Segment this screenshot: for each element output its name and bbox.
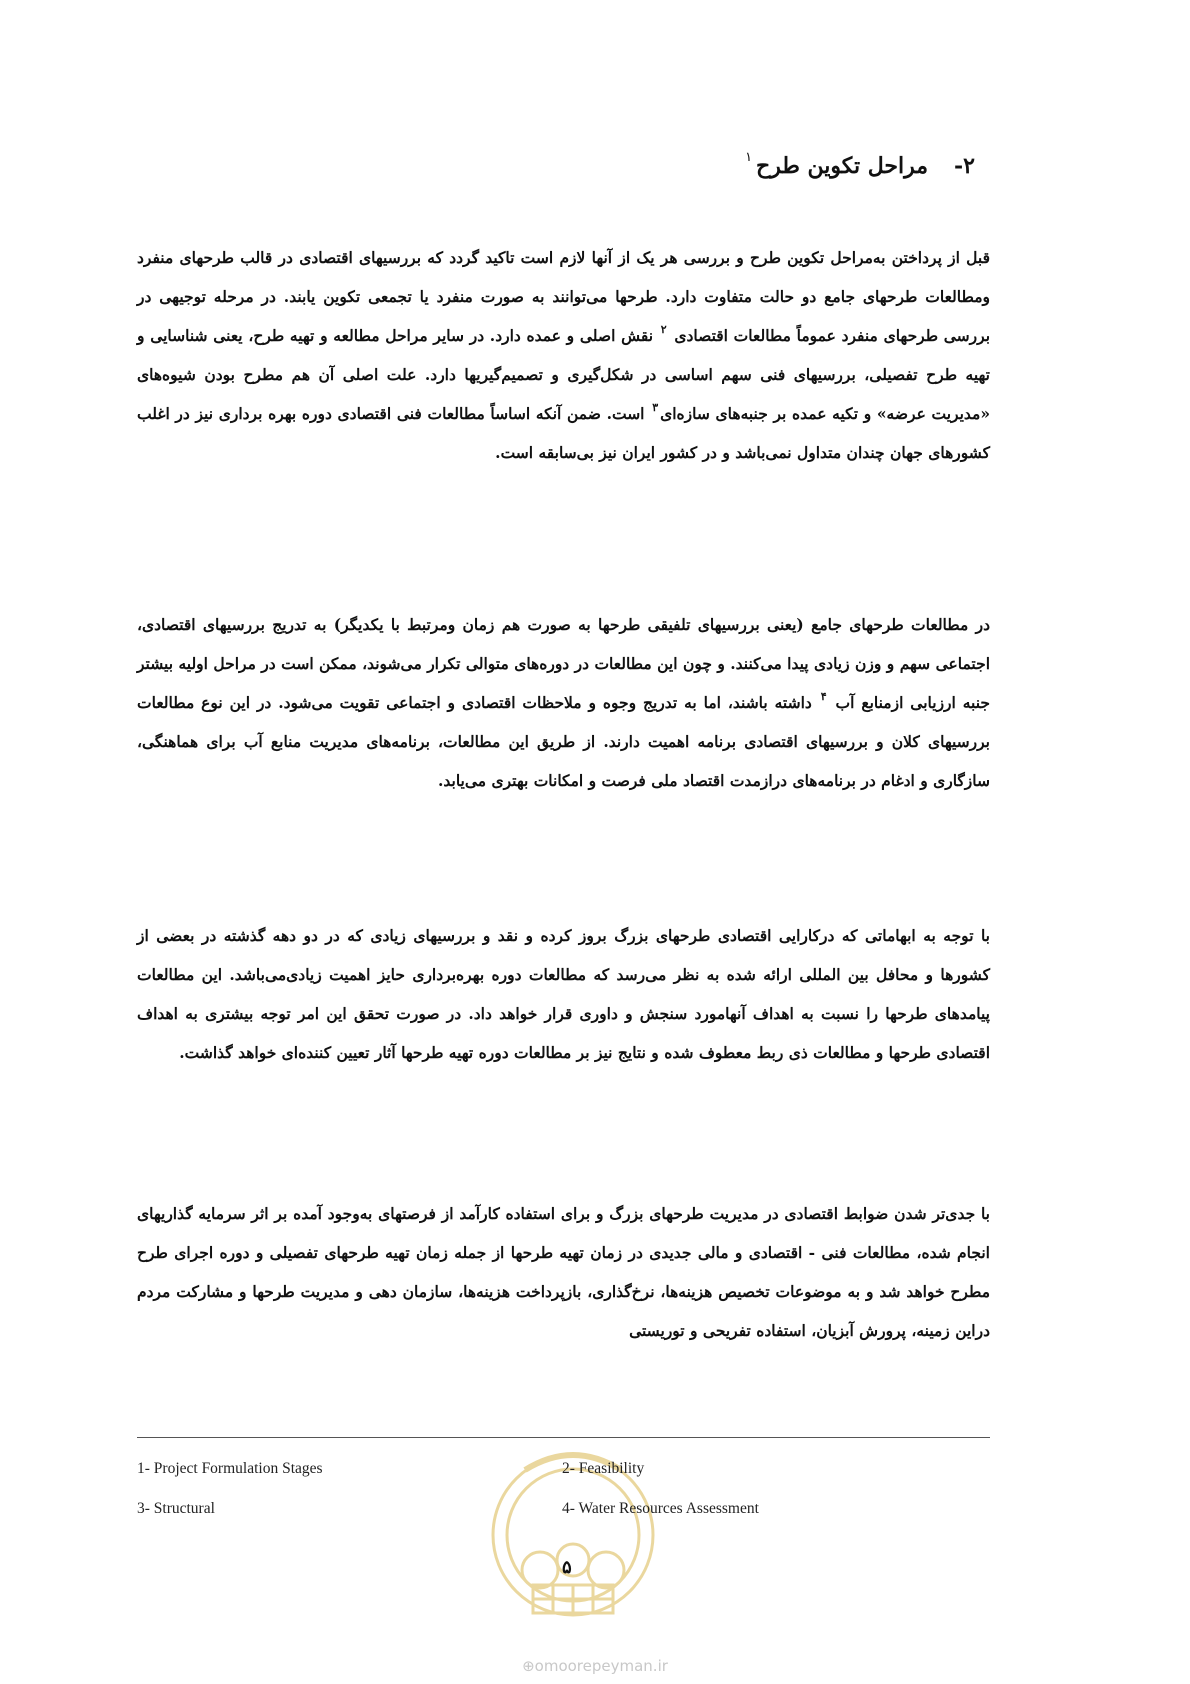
paragraph-text: است. ضمن آنکه اساساً مطالعات فنی اقتصادی دوره بهره برداری نیز در اغلب کشورهای جهان چندان متداول نمی‌باشد و در کشور ایران نیز بی‌سابقه است. [137, 404, 990, 462]
section-number: ۲- [954, 153, 975, 179]
globe-icon: ⊕ [522, 1657, 535, 1675]
section-title: مراحل تکوین طرح [756, 153, 929, 179]
paragraph-text: داشته باشند، اما به تدریج وجوه و ملاحظات اقتصادی و اجتماعی تقویت می‌شود. در این نوع مطالعات بررسیهای کلان و بررسیهای اقتصادی برنامه اهمیت دارند. از طریق این مطالعات، برنامه‌های مدیریت منابع آب برای هماهنگی، سازگاری و ادغام در برنامه‌های درازمدت اقتصاد ملی فرصت و امکانات بهتری می‌یابد. [137, 693, 990, 790]
footnote-ref: ۱ [745, 150, 753, 165]
footnote-ref: ۲ [660, 323, 667, 336]
paragraph-text: نقش اصلی و عمده دارد. در سایر مراحل مطالعه و تهیه طرح، یعنی شناسایی و تهیه طرح تفصیلی، بررسیهای فنی سهم اساسی در شکل‌گیری و تصمیم‌گیریها دارد. علت اصلی آن هم مطرح بودن شیوه‌های «مدیریت عرضه» و تکیه عمده بر جنبه‌های سازه‌ای [137, 326, 991, 423]
footnote-4: 4- Water Resources Assessment [562, 1500, 759, 1517]
paragraph-4: با جدی‌تر شدن ضوابط اقتصادی در مدیریت طرحهای بزرگ و برای استفاده کارآمد از فرصتهای به‌وجود آمده بر اثر سرمایه گذاریهای انجام شده، مطالعات فنی - اقتصادی و مالی جدیدی در زمان تهیه طرحها از جمله زمان تهیه طرحهای تفصیلی و دوره اجرای طرح مطرح خواهد شد و به موضوعات تخصیص هزینه‌ها، نرخ‌گذاری، بازپرداخت هزینه‌ها، سازمان دهی و مدیریت طرحها و مشارکت مردم دراین زمینه، پرورش آبزیان، استفاده تفریحی و توریستی [137, 1204, 990, 1340]
page-number: ۵ [562, 1557, 572, 1578]
paragraph-text: قبل از پرداختن به‌مراحل تکوین طرح و بررسی هر یک از آنها لازم است تاکید گردد که بررسیهای اقتصادی در قالب طرحهای منفرد ومطالعات طرحهای جامع دو حالت متفاوت دارد. طرحها می‌توانند به صورت منفرد یا تجمعی تکوین یابند. در مرحله توجیهی در بررسی طرحهای منفرد عموماً مطالعات اقتصادی [137, 248, 991, 345]
footnote-3: 3- Structural [137, 1500, 215, 1517]
footnote-1: 1- Project Formulation Stages [137, 1460, 323, 1477]
watermark-url-text: omoorepeyman.ir [534, 1657, 668, 1675]
watermark-url [0, 1657, 1190, 1675]
paragraph-1 [137, 238, 990, 472]
section-heading [745, 150, 975, 179]
footnote-ref: ۴ [820, 690, 827, 703]
footnote-2: 2- Feasibility [562, 1460, 645, 1477]
footnote-ref: ۳ [652, 401, 659, 414]
paragraph-text: در مطالعات طرحهای جامع (یعنی بررسیهای تلفیقی طرحها به صورت هم زمان ومرتبط با یکدیگر) به تدریج بررسیهای اقتصادی، اجتماعی سهم و وزن زیادی پیدا می‌کنند. و چون این مطالعات در دوره‌های متوالی تکرار می‌شوند، ممکن است در مراحل اولیه بیشتر جنبه ارزیابی ازمنابع آب [137, 615, 990, 712]
paragraph-2 [137, 605, 990, 800]
paragraph-3: با توجه به ابهاماتی که درکارایی اقتصادی طرحهای بزرگ بروز کرده و نقد و بررسیهای زیادی که در دو دهه گذشته در بعضی از کشورها و محافل بین المللی ارائه شده به نظر می‌رسد که مطالعات دوره بهره‌برداری حایز اهمیت زیادی‌می‌باشد. این مطالعات پیامدهای طرحها را نسبت به اهداف آنهامورد سنجش و داوری قرار خواهد داد. در صورت تحقق این امر توجه بیشتری به اهداف اقتصادی طرحها و مطالعات ذی ربط معطوف شده و نتایج نیز بر مطالعات دوره تهیه طرحها آثار تعیین کننده‌ای خواهد گذاشت. [137, 926, 990, 1062]
